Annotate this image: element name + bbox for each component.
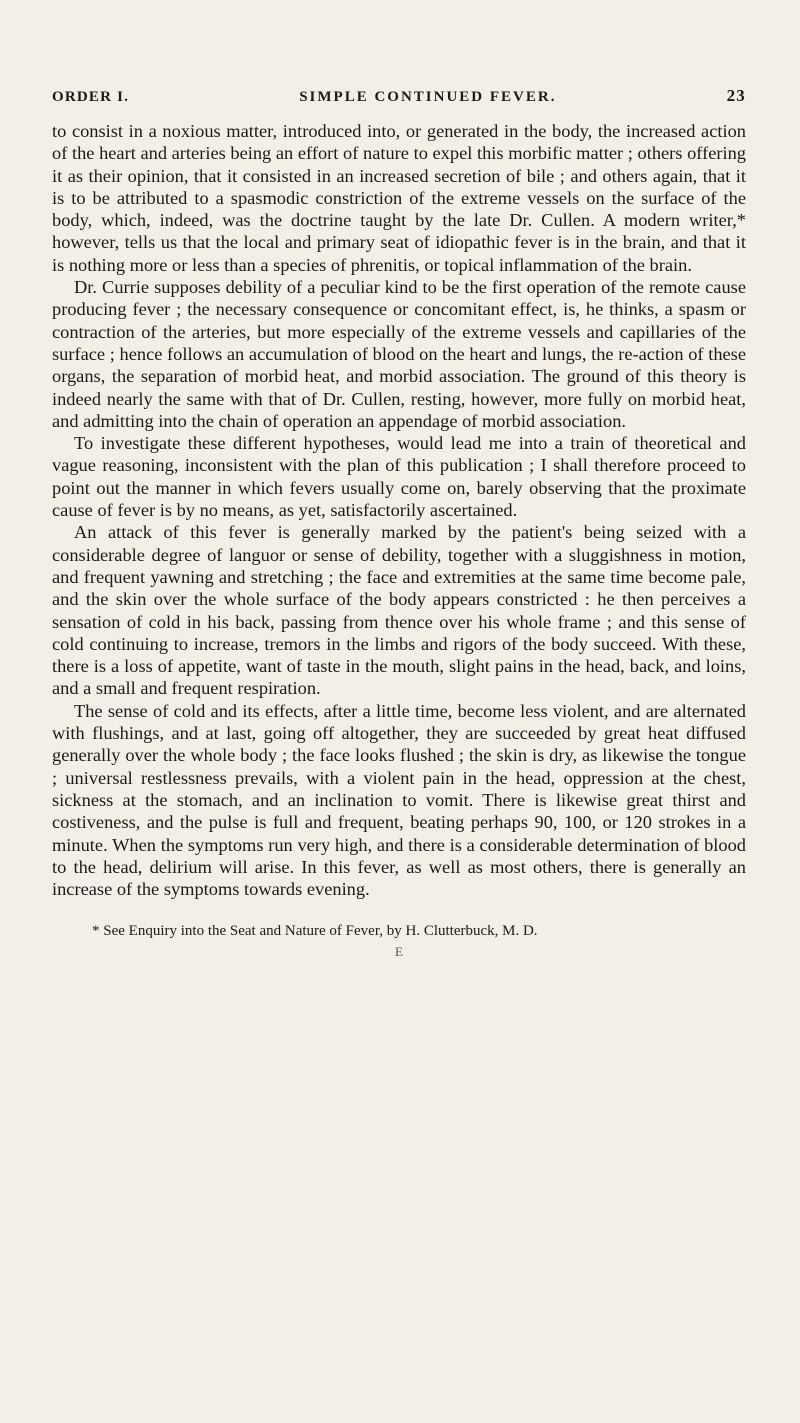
paragraph: An attack of this fever is generally marked by the patient's being seized with a considerable degree of languor or sense of debility, together with a sluggishness in motion, and frequent yawning and stretching ; the face and extremities at the same time become pale, and the skin over the whole surface of the body appears constricted : he then perceives a sensation of cold in his back, passing from thence over his whole frame ; and this sense of cold continuing to increase, tremors in the limbs and rigors of the body succeed. With these, there is a loss of appetite, want of taste in the mouth, slight pains in the head, back, and loins, and a small and frequent respiration. xyxy=(52,522,746,699)
footnote: * See Enquiry into the Seat and Nature of Fever, by H. Clutterbuck, M. D. xyxy=(92,923,538,940)
running-head-order: ORDER I. xyxy=(52,89,130,105)
page-number: 23 xyxy=(726,86,746,105)
running-head xyxy=(52,86,746,106)
paragraph: To investigate these different hypotheses, would lead me into a train of theoretical and vague reasoning, inconsistent with the plan of this publication ; I shall therefore proceed to point out the manner in which fevers usually come on, barely observing that the proximate cause of fever is by no means, as yet, satisfactorily ascertained. xyxy=(52,433,746,521)
paragraph: The sense of cold and its effects, after a little time, become less violent, and are alternated with flushings, and at last, going off altogether, they are succeeded by great heat diffused generally over the whole body ; the face looks flushed ; the skin is dry, as likewise the tongue ; universal restlessness prevails, with a violent pain in the head, oppression at the chest, sickness at the stomach, and an inclination to vomit. There is likewise great thirst and costiveness, and the pulse is full and frequent, beating perhaps 90, 100, or 120 strokes in a minute. When the symptoms run very high, and there is a considerable determination of blood to the head, delirium will arise. In this fever, as well as most others, there is generally an increase of the symptoms towards evening. xyxy=(52,700,746,900)
paragraph: to consist in a noxious matter, introduced into, or generated in the body, the increased action of the heart and arteries being an effort of nature to expel this morbific matter ; others offering it as their opinion, that it consisted in an increased secretion of bile ; and others again, that it is to be attributed to a spasmodic constriction of the extreme vessels on the surface of the body, which, indeed, was the doctrine taught by the late Dr. Cullen. A modern writer,* however, tells us that the local and primary seat of idiopathic fever is in the brain, and that it is nothing more or less than a species of phrenitis, or topical inflammation of the brain. xyxy=(52,121,746,275)
paragraph: Dr. Currie supposes debility of a peculiar kind to be the first operation of the remote cause producing fever ; the necessary consequence or concomitant effect, is, he thinks, a spasm or contraction of the arteries, but more especially of the extreme vessels and capillaries of the surface ; hence follows an accumulation of blood on the heart and lungs, the re-action of these organs, the separation of morbid heat, and morbid association. The ground of this theory is indeed nearly the same with that of Dr. Cullen, resting, however, more fully on morbid heat, and admitting into the chain of operation an appendage of morbid association. xyxy=(52,277,746,431)
body-text xyxy=(52,120,746,900)
signature-mark: E xyxy=(395,944,403,960)
running-head-title: SIMPLE CONTINUED FEVER. xyxy=(299,89,557,105)
